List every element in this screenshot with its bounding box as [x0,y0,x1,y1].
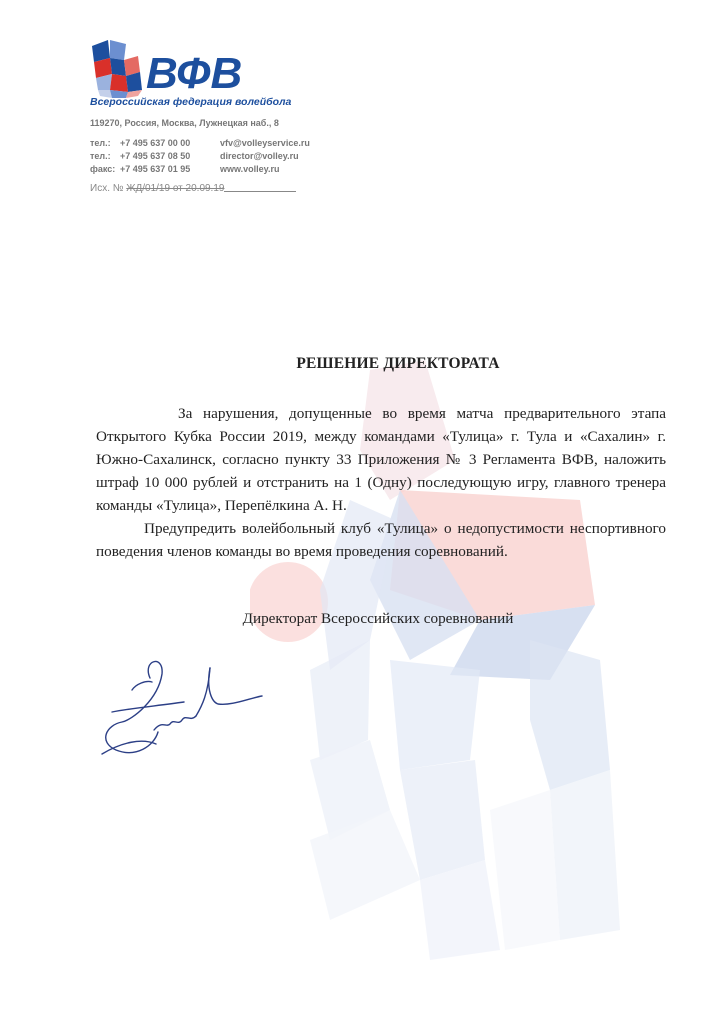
contact-number: +7 495 637 00 00 [120,138,191,148]
outgoing-underline [224,191,296,192]
document-body [96,402,666,563]
contact-row [90,137,310,150]
body-paragraph: За нарушения, допущенные во время матча предварительного этапа Открытого Кубка России 2019, между командами «Тулица» г. Тула и «Сахалин» г. Южно-Сахалинск, согласно пункту 33 Приложения № 3 Регламента ВФВ, наложить штраф 10 000 рублей и отстранить на 1 (Одну) последующую игру, главного тренера команды «Тулица», Перепёлкина А. Н. [96,405,666,514]
contact-row [90,150,310,163]
contact-extra: www.volley.ru [220,164,280,174]
outgoing-number: ЖД/01/19 от 20.09.19 [126,183,225,194]
contact-label: тел.: [90,151,111,161]
outgoing-reference [90,183,296,194]
contact-number: +7 495 637 01 95 [120,164,191,174]
org-name: Всероссийская федерация волейбола [90,96,292,108]
contact-number: +7 495 637 08 50 [120,151,191,161]
outgoing-prefix: Исх. № [90,183,127,194]
org-address: 119270, Россия, Москва, Лужнецкая наб., 8 [90,118,279,128]
contact-list [90,137,310,176]
contact-label: факс: [90,164,116,174]
contact-row [90,163,310,176]
contact-extra: director@volley.ru [220,151,299,161]
handwritten-signature [92,650,267,765]
document-title: РЕШЕНИЕ ДИРЕКТОРАТА [296,355,500,372]
contact-label: тел.: [90,138,111,148]
signoff: Директорат Всероссийских соревнований [242,610,514,627]
logo-mosaic-icon [92,40,142,98]
logo-wordmark: ВФВ [146,49,243,98]
body-paragraph: Предупредить волейбольный клуб «Тулица» о недопустимости неспортивного поведения членов команды во время проведения соревнований. [96,520,666,560]
contact-extra: vfv@volleyservice.ru [220,138,310,148]
